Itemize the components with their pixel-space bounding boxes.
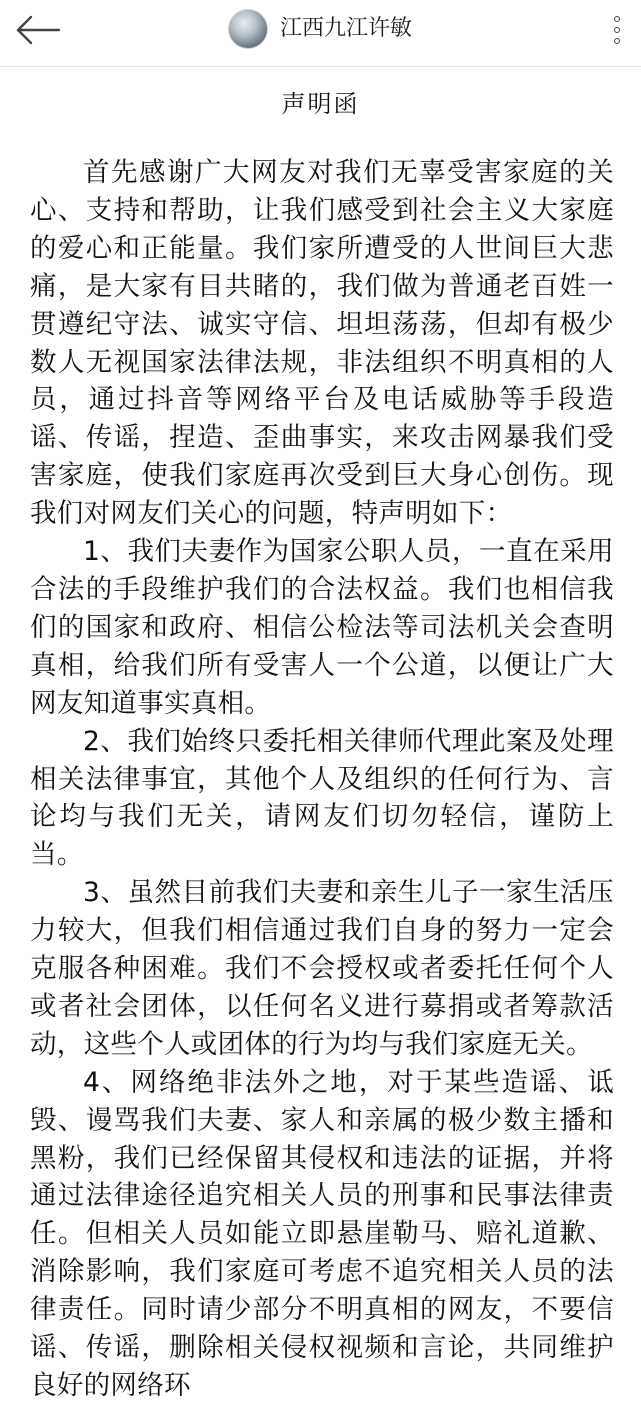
document-body (30, 154, 614, 1405)
arrow-left-icon (15, 15, 61, 45)
top-nav-bar (0, 0, 641, 66)
more-options-button[interactable] (603, 12, 631, 48)
more-dot (614, 38, 620, 44)
header-divider (0, 66, 641, 67)
paragraph-item-1: 1、我们夫妻作为国家公职人员，一直在采用合法的手段维护我们的合法权益。我们也相信我们的国家和政府、相信公检法等司法机关会查明真相，给我们所有受害人一个公道，以便让广大网友知道事实真相。 (30, 536, 614, 719)
account-name[interactable]: 江西九江许敏 (280, 16, 413, 41)
account-avatar[interactable] (228, 9, 268, 49)
document-title: 声明函 (281, 90, 360, 118)
more-dot (614, 27, 620, 33)
more-vertical-icon (614, 16, 620, 22)
paragraph-intro: 首先感谢广大网友对我们无辜受害家庭的关心、支持和帮助，让我们感受到社会主义大家庭的爱心和正能量。我们家所遭受的人世间巨大悲痛，是大家有目共睹的，我们做为普通老百姓一贯遵纪守法、诚实守信、坦坦荡荡，但却有极少数人无视国家法律法规，非法组织不明真相的人员，通过抖音等网络平台及电话威胁等手段造谣、传谣，捏造、歪曲事实，来攻击网暴我们受害家庭，使我们家庭再次受到巨大身心创伤。现我们对网友们关心的问题，特声明如下： (30, 157, 614, 530)
back-button[interactable] (12, 8, 64, 52)
paragraph-item-4: 4、网络绝非法外之地，对于某些造谣、诋毁、谩骂我们夫妻、家人和亲属的极少数主播和黑粉，我们已经保留其侵权和违法的证据，并将通过法律途径追究相关人员的刑事和民事法律责任。但相关人员如能立即悬崖勒马、赔礼道歉、消除影响，我们家庭可考虑不追究相关人员的法律责任。同时请少部分不明真相的网友，不要信谣、传谣，删除相关侵权视频和言论，共同维护良好的网络环 (30, 1066, 614, 1401)
paragraph-item-3: 3、虽然目前我们夫妻和亲生儿子一家生活压力较大，但我们相信通过我们自身的努力一定会克服各种困难。我们不会授权或者委托任何个人或者社会团体，以任何名义进行募捐或者筹款活动，这些个人或团体的行为均与我们家庭无关。 (30, 877, 614, 1060)
paragraph-item-2: 2、我们始终只委托相关律师代理此案及处理相关法律事宜，其他个人及组织的任何行为、言论均与我们无关，请网友们切勿轻信，谨防上当。 (30, 725, 614, 871)
